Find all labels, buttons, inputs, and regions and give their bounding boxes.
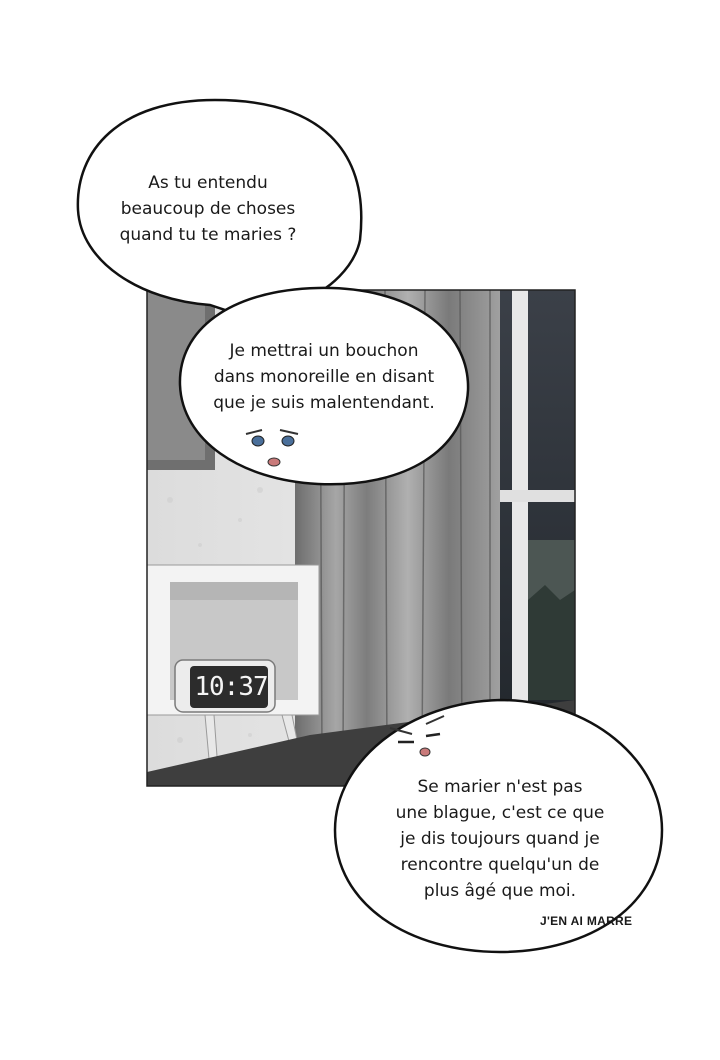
bubble-line: beaucoup de choses [120,199,296,219]
bubble-line: Se marier n'est pas [417,777,583,797]
bubble-middle-text [194,338,454,416]
bubble-line: dans monoreille en disant [213,367,435,387]
bubble-bottom-text [370,774,630,904]
bubble-line: que je suis malentendant. [213,393,435,413]
bubble-line: rencontre quelqu'un de [400,855,600,875]
clock-display: 10:37 [194,672,268,702]
bubble-line: As tu entendu [148,173,268,193]
sound-effect-text: J'EN AI MARRE [540,914,633,928]
bubble-line: une blague, c'est ce que [395,803,605,823]
bubble-line: quand tu te maries ? [119,225,297,245]
bubble-line: Je mettrai un bouchon [229,341,419,361]
bubble-top-text [108,170,308,248]
bubble-line: plus âgé que moi. [423,881,577,901]
bubble-line: je dis toujours quand je [400,829,600,849]
